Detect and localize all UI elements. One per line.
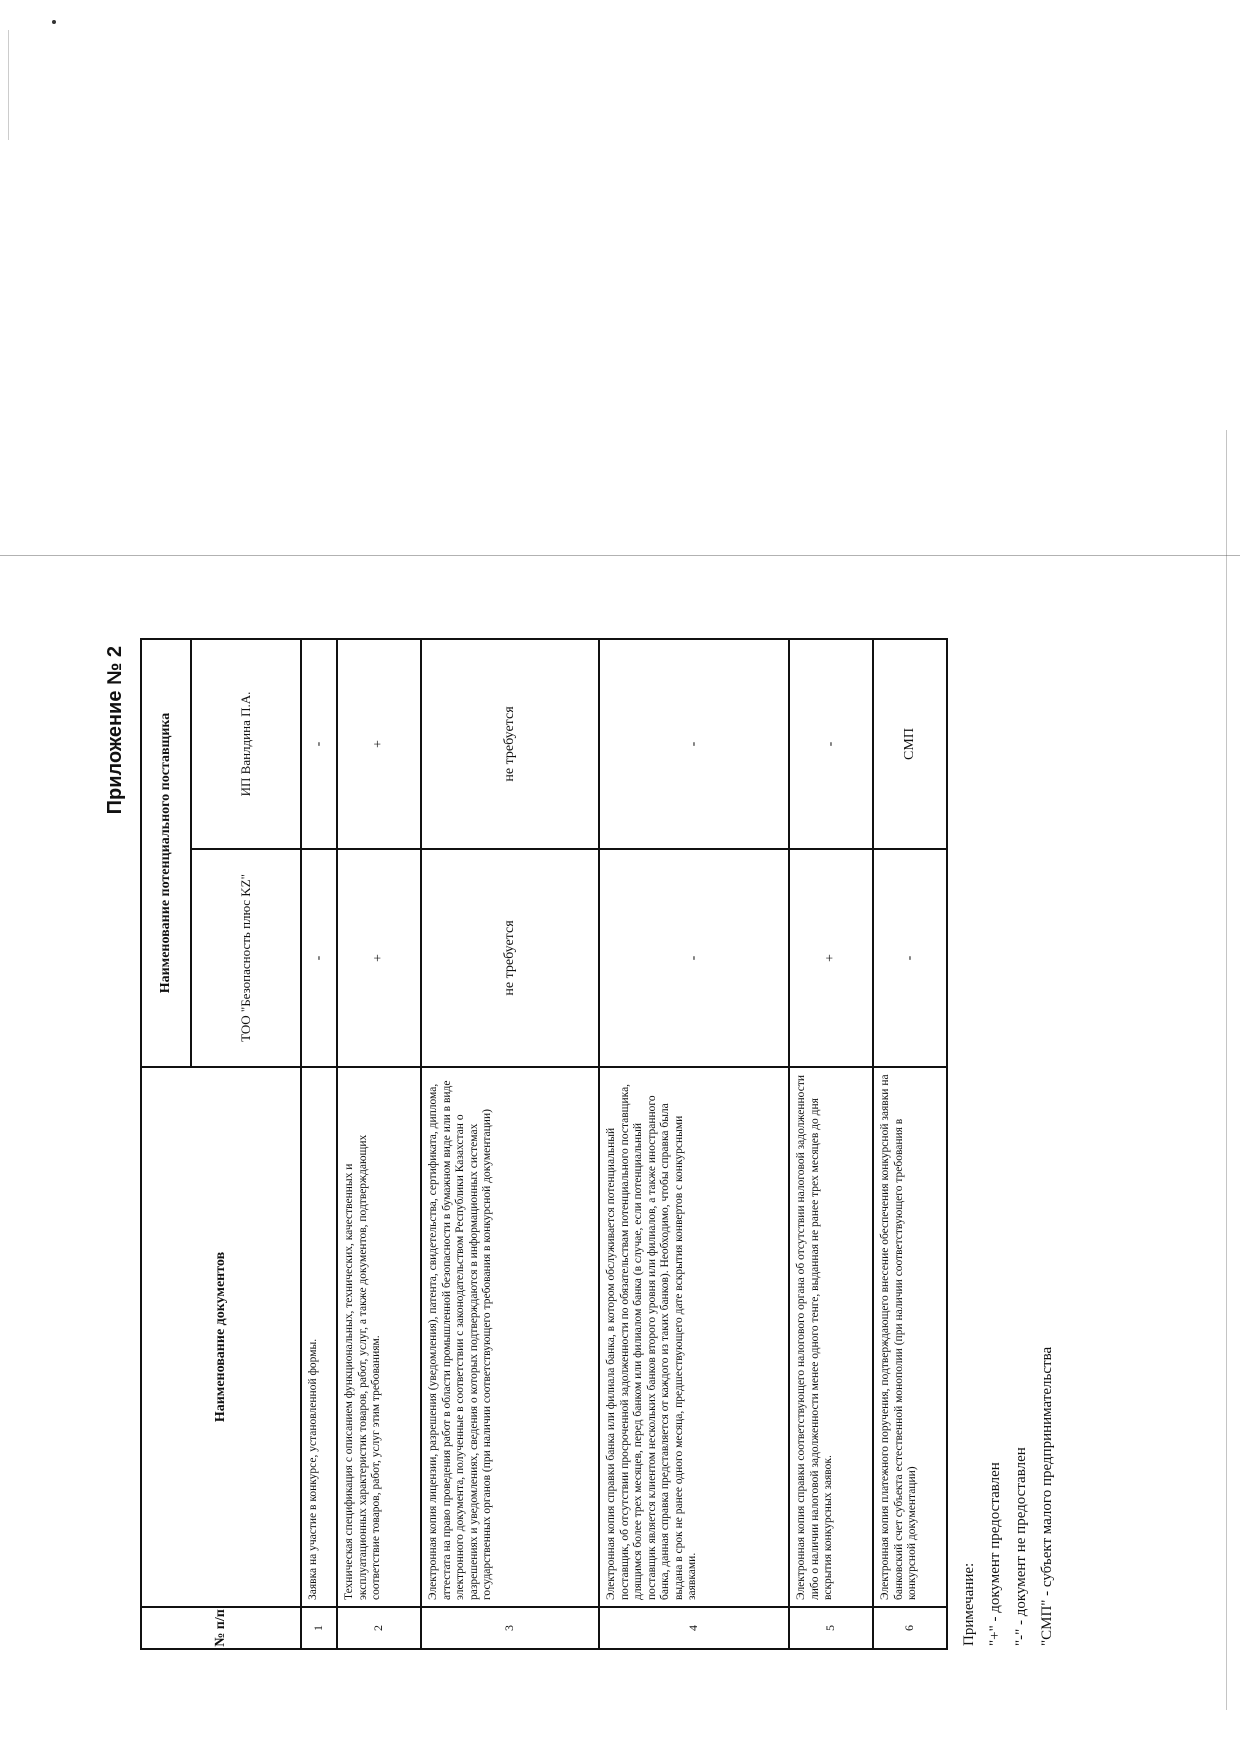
row-number: 1 [301, 1607, 337, 1649]
table-row [599, 639, 789, 1649]
row-number: 6 [873, 1607, 947, 1649]
scan-artifact-dot [52, 20, 56, 24]
scan-artifact-edge-left [8, 30, 9, 140]
rotated-document-sheet [100, 640, 1240, 1650]
row-document: Электронная копия справки соответствующего налогового органа об отсутствии налоговой задолженности либо о наличии налоговой задолженности менее одного тенге, выданная не ранее трех месяцев до дня вскрытия конкурсных заявок. [789, 1067, 873, 1607]
row-document: Заявка на участие в конкурсе, установленной формы. [301, 1067, 337, 1607]
row-supplier-1-status: + [789, 849, 873, 1067]
row-document: Электронная копия справки банка или филиала банка, в котором обслуживается потенциальный поставщик, об отсутствии просроченной задолженности по обязательствам потенциального поставщика, длящимся более трех месяцев, перед банком или филиалом банка (в случае, если потенциальный поставщик является клиентом нескольких банков второго уровня или филиалов, а также иностранного банка, данная справка представляется от каждого из таких банков). Необходимо, чтобы справка была выдана в срок не ранее одного месяца, предшествующего дате вскрытия конвертов с конкурсными заявками. [599, 1067, 789, 1607]
row-document: Электронная копия платежного поручения, подтверждающего внесение обеспечения конкурсной заявки на банковский счет субъекта естественной монополии (при наличии соответствующего требования в конкурсной документации) [873, 1067, 947, 1607]
documents-table [140, 638, 948, 1650]
header-documents: Наименование документов [141, 1067, 301, 1607]
row-supplier-1-status: - [301, 849, 337, 1067]
row-document: Техническая спецификация с описанием функциональных, технических, качественных и эксплуатационных характеристик товаров, работ, услуг, а также документов, подтверждающих соответствие товаров, работ, услуг этим требованиям. [337, 1067, 421, 1607]
table-row [421, 639, 599, 1649]
page-title: Приложение № 2 [104, 646, 126, 815]
row-number: 3 [421, 1607, 599, 1649]
row-supplier-1-status: не требуется [421, 849, 599, 1067]
header-number: № п/п [141, 1607, 301, 1649]
table-row [337, 639, 421, 1649]
row-number: 5 [789, 1607, 873, 1649]
row-supplier-1-status: + [337, 849, 421, 1067]
header-supplier-2: ИП Ванлдина П.А. [191, 639, 301, 849]
header-supplier-1: ТОО "Безопасность плюс KZ" [191, 849, 301, 1067]
notes-block [956, 640, 1060, 1650]
row-number: 4 [599, 1607, 789, 1649]
scan-artifact-line [0, 555, 1240, 556]
note-plus: "+" - документ предоставлен [987, 1462, 1003, 1646]
note-minus: "-" - документ не предоставлен [1013, 1447, 1029, 1646]
table-row [789, 639, 873, 1649]
table-row [301, 639, 337, 1649]
header-suppliers: Наименование потенциального поставщика [141, 639, 191, 1067]
row-supplier-2-status: + [337, 639, 421, 849]
row-supplier-2-status: - [599, 639, 789, 849]
notes-heading: Примечание: [961, 1562, 977, 1646]
row-document: Электронная копия лицензии, разрешения (уведомления), патента, свидетельства, сертификата, диплома, аттестата на право проведения работ в области промышленной безопасности в бумажном виде или в виде электронного документа, полученные в соответствии с законодательством Республики Казахстан о разрешениях и уведомлениях, сведения о которых подтверждаются в информационных системах государственных органов (при наличии соответствующего требования в конкурсной документации) [421, 1067, 599, 1607]
row-supplier-2-status: - [789, 639, 873, 849]
table-row [873, 639, 947, 1649]
row-number: 2 [337, 1607, 421, 1649]
row-supplier-1-status: - [599, 849, 789, 1067]
row-supplier-2-status: не требуется [421, 639, 599, 849]
note-smp: "СМП" - субъект малого предпринимательства [1039, 1346, 1055, 1646]
row-supplier-2-status: - [301, 639, 337, 849]
row-supplier-1-status: - [873, 849, 947, 1067]
row-supplier-2-status: СМП [873, 639, 947, 849]
